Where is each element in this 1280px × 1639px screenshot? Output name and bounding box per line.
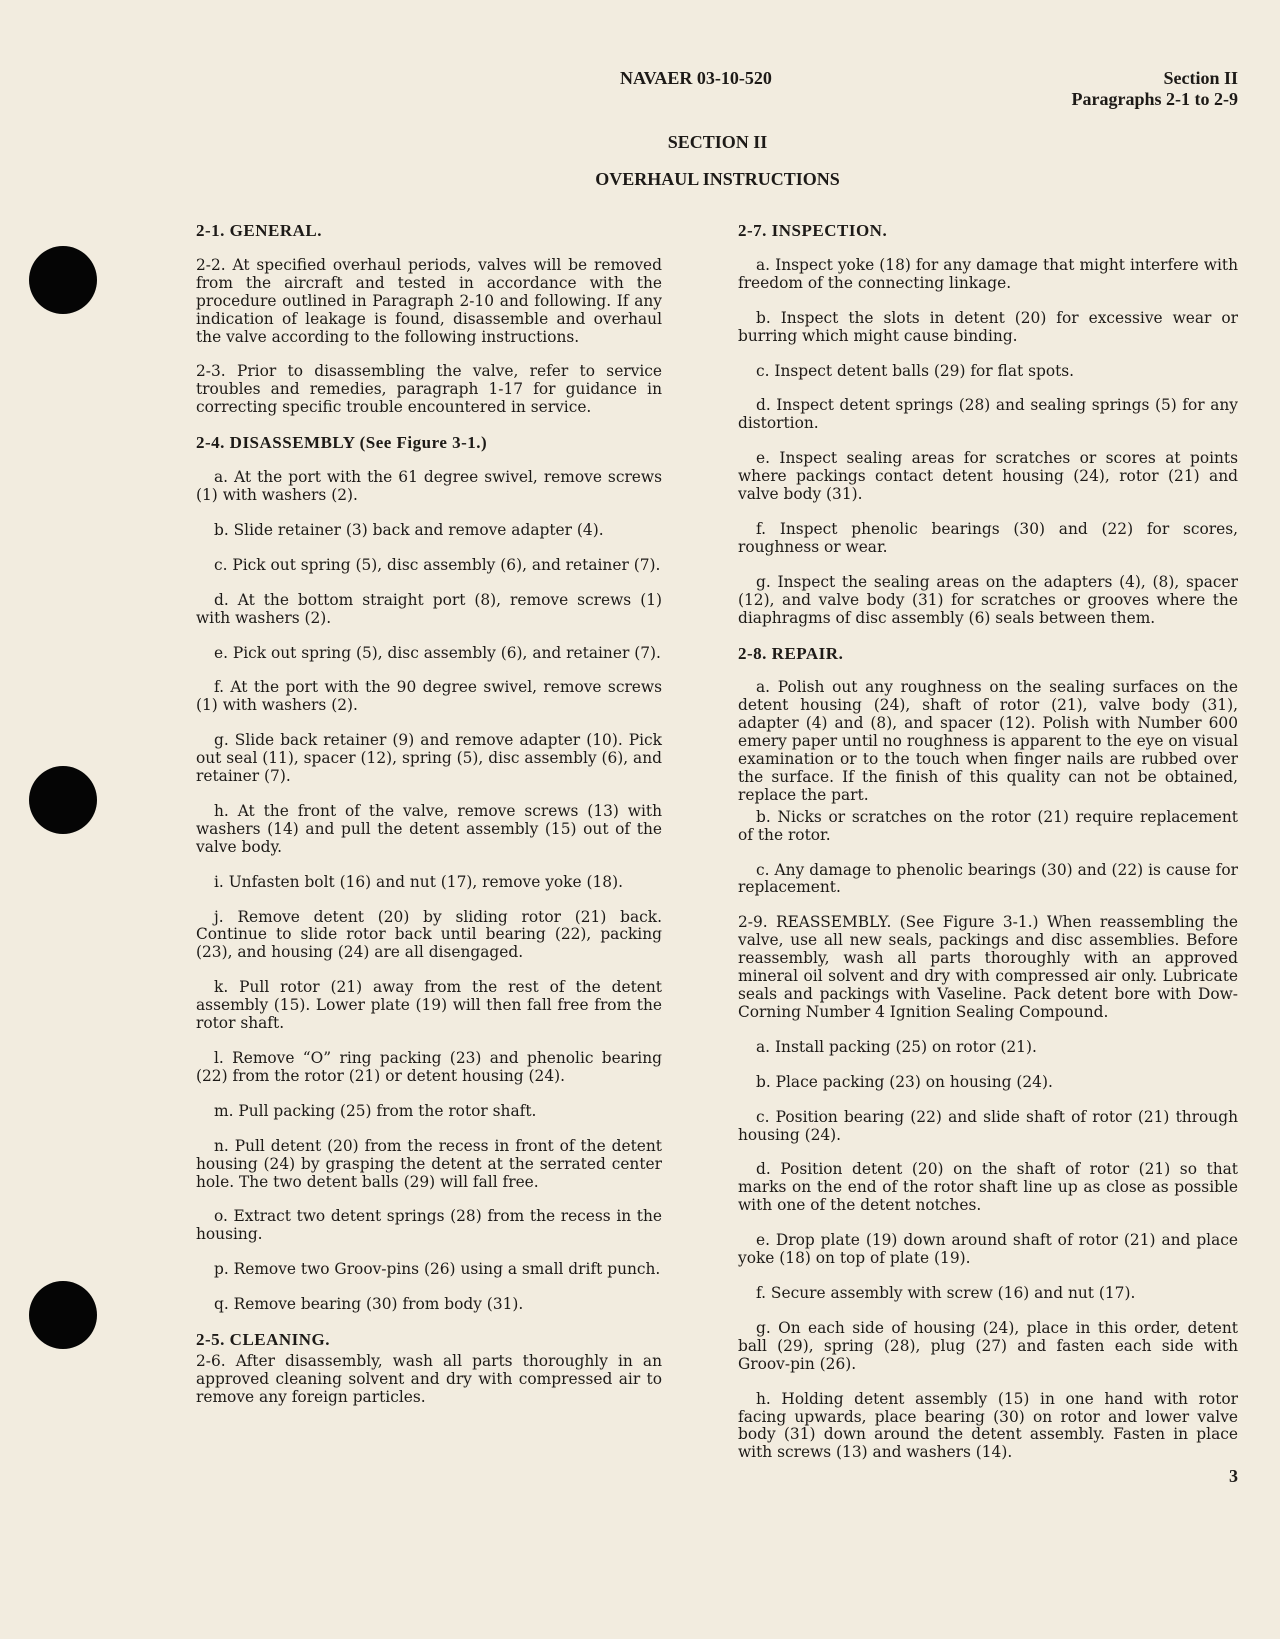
paragraph: 2-9. REASSEMBLY. (See Figure 3-1.) When reassembling the valve, use all new seals, packings and disc assemblies. Before reassembly, wash all parts thoroughly with an approved mineral oil solvent and dry with compressed air only. Lubricate seals and packings with Vaseline. Pack detent bore with Dow-Corning Number 4 Ignition Sealing Compound. bbox=[738, 913, 1238, 1021]
paragraph: c. Pick out spring (5), disc assembly (6), and retainer (7). bbox=[214, 555, 661, 574]
paragraph: d. Inspect detent springs (28) and sealing springs (5) for any distortion. bbox=[738, 396, 1238, 433]
paragraph: g. Slide back retainer (9) and remove adapter (10). Pick out seal (11), spacer (12), spring (5), disc assembly (6), and retainer (7). bbox=[196, 731, 662, 786]
punch-hole bbox=[29, 766, 97, 834]
paragraph: k. Pull rotor (21) away from the rest of the detent assembly (15). Lower plate (19) will then fall free from the rotor shaft. bbox=[196, 978, 662, 1033]
document-id: NAVAER 03-10-520 bbox=[620, 68, 772, 88]
paragraph: c. Any damage to phenolic bearings (30) and (22) is cause for replacement. bbox=[738, 860, 1238, 897]
paragraph: 2-6. After disassembly, wash all parts thoroughly in an approved cleaning solvent and dry with compressed air to remove any foreign particles. bbox=[196, 1351, 662, 1406]
paragraph: b. Place packing (23) on housing (24). bbox=[756, 1072, 1053, 1091]
paragraph: f. Inspect phenolic bearings (30) and (22) for scores, roughness or wear. bbox=[738, 519, 1238, 556]
paragraph-heading: 2-5. CLEANING. bbox=[196, 1330, 331, 1350]
paragraph: i. Unfasten bolt (16) and nut (17), remove yoke (18). bbox=[214, 872, 623, 891]
paragraph: f. Secure assembly with screw (16) and nut (17). bbox=[756, 1283, 1136, 1302]
paragraph: e. Drop plate (19) down around shaft of rotor (21) and place yoke (18) on top of plate (19). bbox=[738, 1231, 1238, 1268]
paragraph: d. Position detent (20) on the shaft of rotor (21) so that marks on the end of the rotor shaft line up as close as possible with one of the detent notches. bbox=[738, 1160, 1238, 1215]
left-column bbox=[196, 222, 662, 1424]
paragraph: m. Pull packing (25) from the rotor shaft. bbox=[214, 1101, 537, 1120]
paragraph: e. Inspect sealing areas for scratches or scores at points where packings contact detent housing (24), rotor (21) and valve body (31). bbox=[738, 449, 1238, 504]
paragraph: b. Slide retainer (3) back and remove adapter (4). bbox=[214, 520, 604, 539]
paragraph: b. Nicks or scratches on the rotor (21) require replacement of the rotor. bbox=[738, 807, 1238, 844]
section-reference bbox=[1072, 68, 1238, 110]
page-number: 3 bbox=[1229, 1466, 1238, 1486]
paragraph: h. At the front of the valve, remove screws (13) with washers (14) and pull the detent assembly (15) out of the valve body. bbox=[196, 801, 662, 856]
paragraph: a. Inspect yoke (18) for any damage that might interfere with freedom of the connecting linkage. bbox=[738, 255, 1238, 292]
punch-hole bbox=[29, 1281, 97, 1349]
paragraph: f. At the port with the 90 degree swivel, remove screws (1) with washers (2). bbox=[196, 678, 662, 715]
paragraph: c. Position bearing (22) and slide shaft of rotor (21) through housing (24). bbox=[738, 1107, 1238, 1144]
paragraph: n. Pull detent (20) from the recess in front of the detent housing (24) by grasping the detent at the serrated center hole. The two detent balls (29) will fall free. bbox=[196, 1136, 662, 1191]
paragraph-heading: 2-1. GENERAL. bbox=[196, 221, 322, 240]
paragraph: e. Pick out spring (5), disc assembly (6), and retainer (7). bbox=[214, 643, 661, 662]
paragraph: p. Remove two Groov-pins (26) using a small drift punch. bbox=[214, 1260, 661, 1279]
paragraph: a. Install packing (25) on rotor (21). bbox=[756, 1037, 1037, 1056]
paragraph: b. Inspect the slots in detent (20) for excessive wear or burring which might cause binding. bbox=[738, 308, 1238, 345]
punch-hole bbox=[29, 246, 97, 314]
paragraph: h. Holding detent assembly (15) in one hand with rotor facing upwards, place bearing (30) on rotor and lower valve body (31) down around the detent assembly. Fasten in place with screws (13) and washers (14). bbox=[738, 1389, 1238, 1462]
section-title: SECTION II bbox=[667, 132, 768, 152]
paragraph-heading: 2-7. INSPECTION. bbox=[738, 221, 888, 240]
paragraph: a. At the port with the 61 degree swivel, remove screws (1) with washers (2). bbox=[196, 468, 662, 504]
paragraph: c. Inspect detent balls (29) for flat spots. bbox=[756, 361, 1075, 380]
right-column bbox=[738, 222, 1238, 1479]
paragraph-heading: 2-4. DISASSEMBLY (See Figure 3-1.) bbox=[196, 433, 488, 453]
paragraph: 2-3. Prior to disassembling the valve, refer to service troubles and remedies, paragraph 1-17 for guidance in correcting specific trouble encountered in service. bbox=[196, 362, 662, 417]
paragraph: g. Inspect the sealing areas on the adapters (4), (8), spacer (12), and valve body (31) for scratches or grooves where the diaphragms of disc assembly (6) seals between them. bbox=[738, 572, 1238, 627]
paragraph: g. On each side of housing (24), place in this order, detent ball (29), spring (28), plug (27) and fasten each side with Groov-pin (26). bbox=[738, 1318, 1238, 1373]
paragraph: d. At the bottom straight port (8), remove screws (1) with washers (2). bbox=[196, 590, 662, 627]
section-subtitle: OVERHAUL INSTRUCTIONS bbox=[595, 169, 840, 189]
paragraph: q. Remove bearing (30) from body (31). bbox=[214, 1295, 524, 1314]
paragraph: l. Remove “O” ring packing (23) and phenolic bearing (22) from the rotor (21) or detent housing (24). bbox=[196, 1049, 662, 1085]
paragraph: o. Extract two detent springs (28) from the recess in the housing. bbox=[196, 1207, 662, 1244]
paragraph: j. Remove detent (20) by sliding rotor (21) back. Continue to slide rotor back until bearing (22), packing (23), and housing (24) are all disengaged. bbox=[196, 907, 662, 962]
paragraph-heading: 2-8. REPAIR. bbox=[738, 643, 844, 663]
paragraph: 2-2. At specified overhaul periods, valves will be removed from the aircraft and tested in accordance with the procedure outlined in Paragraph 2-10 and following. If any indication of leakage is found, disassemble and overhaul the valve according to the following instructions. bbox=[196, 255, 662, 346]
section-label: Section II bbox=[1163, 68, 1238, 88]
paragraphs-range: Paragraphs 2-1 to 2-9 bbox=[1071, 89, 1238, 109]
paragraph: a. Polish out any roughness on the sealing surfaces on the detent housing (24), shaft of rotor (21), valve body (31), adapter (4) and (8), and spacer (12). Polish with Number 600 emery paper until no roughness is apparent to the eye on visual examination or to the touch when finger nails are rubbed over the surface. If the finish of this quality can not be obtained, replace the part. bbox=[738, 678, 1238, 804]
